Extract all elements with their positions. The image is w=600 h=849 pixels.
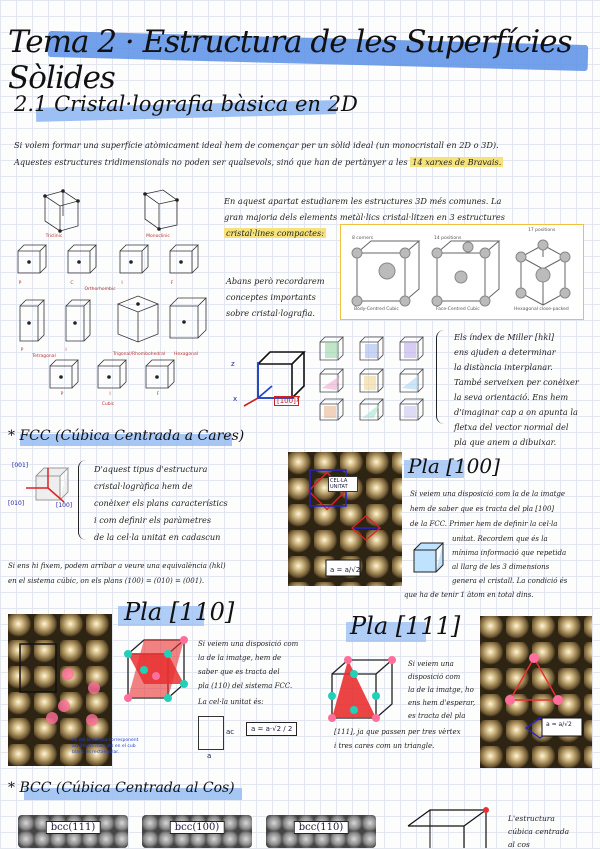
- intro-line-2: Aquestes estructures tridimensionals no poden ser qualsevols, sinó que han de pertànyer a les 14 xarxes de Bravais.: [14, 157, 502, 167]
- bcc100-image: bcc(100): [142, 815, 252, 848]
- fcc-eq2: en el sistema cúbic, on els plans (100) = (010) = (001).: [8, 577, 205, 585]
- bcc-side3: al cos: [508, 840, 530, 849]
- pla100-line4: unitat. Recordem que és la: [452, 535, 548, 543]
- lattice-label: Orthorhombic: [84, 287, 116, 292]
- lattice-label: P: [60, 392, 64, 397]
- pla111-line3: la de la imatge, ho: [408, 686, 474, 694]
- pla110-line3: saber que es tracta del: [198, 668, 280, 676]
- lattice-label: P: [18, 281, 22, 286]
- structure-count: 17 positions: [528, 228, 556, 233]
- pla111-line2: disposició com: [408, 673, 461, 681]
- lattice-label: C: [70, 281, 74, 286]
- lattice-label: I: [121, 281, 123, 286]
- fcc-heading: * FCC (Cúbica Centrada a Cares): [8, 428, 245, 444]
- unit-cell-rect: [198, 716, 224, 750]
- side-label: a: [207, 752, 212, 760]
- pla110-heading: Pla [110]: [124, 598, 235, 626]
- lattice-label: I: [109, 392, 111, 397]
- pla111-formula: a = a/√2: [546, 721, 572, 728]
- pla110-line4: pla (110) del sistema FCC.: [198, 682, 293, 690]
- pla111-line4: ens hem d'esperar,: [408, 699, 476, 707]
- pla100-line2: hem de saber que es tracta del pla [100]: [410, 505, 555, 513]
- fcc-eq1: Si ens hi fixem, podem arribar a veure una equivalència (hkl): [8, 562, 226, 570]
- axis-z-label: z: [231, 360, 235, 368]
- note-3d-line1: En aquest apartat estudiarem les estructures 3D més comunes. La: [224, 196, 502, 206]
- pla110-line1: Si veiem una disposició com: [198, 640, 299, 648]
- miller-line7: fletxa del vector normal del: [454, 422, 569, 432]
- bcc-side2: cúbica centrada: [508, 827, 570, 836]
- miller-line4: També serveixen per conèixer: [454, 377, 579, 387]
- pla100-line3: de la FCC. Primer hem de definir la cel·la: [410, 520, 558, 528]
- miller-line1: Els índex de Miller [hkl]: [454, 332, 555, 342]
- lattice-label: Monoclinic: [146, 234, 170, 239]
- pla111-heading: Pla [111]: [350, 612, 461, 640]
- lattice-label: Cubic: [101, 402, 115, 407]
- lattice-label: I: [65, 348, 67, 353]
- axis-tag: [100]: [56, 502, 73, 509]
- lattice-label: Tetragonal: [32, 354, 56, 359]
- pla100-line7: genera el cristall. La condició és: [452, 577, 568, 585]
- bcc111-image: bcc(111): [18, 815, 128, 848]
- compact-structures-box: [340, 224, 584, 320]
- note-3d-line3: cristal·lines compactes:: [226, 228, 324, 238]
- structure-name: Face-Centred Cubic: [436, 307, 480, 312]
- lattice-label: F: [170, 281, 174, 286]
- fcc-text1: D'aquest tipus d'estructura: [94, 464, 208, 474]
- pla111-note1: [111], ja que passen per tres vèrtex: [334, 728, 461, 736]
- lattice-label: Hexagonal: [174, 352, 198, 357]
- note-3d-line2: gran majoria dels elements metàl·lics cristal·litzen en 3 estructures: [224, 212, 505, 222]
- miller-line5: la seva orientació. Ens hem: [454, 392, 569, 402]
- pla100-cube: [408, 536, 448, 578]
- section-heading: 2.1 Cristal·lografia bàsica en 2D: [14, 92, 358, 116]
- miller-line3: la distància interplanar.: [454, 362, 553, 372]
- bcc-heading: * BCC (Cúbica Centrada al Cos): [8, 780, 235, 796]
- pla111-note2: i tres cares com un triangle.: [334, 742, 435, 750]
- miller-index-tag: [100]: [274, 396, 299, 406]
- fcc111-atoms-image: [480, 616, 592, 768]
- side-label: ac: [226, 728, 235, 736]
- bcc110-image: bcc(110): [266, 815, 376, 848]
- fcc-text5: de la cel·la unitat en cadascun: [94, 532, 221, 542]
- lattice-label: Triclinic: [45, 234, 63, 239]
- miller-line2: ens ajuden a determinar: [454, 347, 556, 357]
- miller-line8: pla que anem a dibuixar.: [454, 437, 557, 447]
- bravais-highlight: 14 xarxes de Bravais.: [412, 157, 502, 167]
- axis-tag: [010]: [8, 500, 25, 507]
- miller-planes-grid: [314, 330, 434, 424]
- lattice-label: Trigonal/Rhombohedral: [112, 352, 166, 357]
- bcc-side1: L'estructura: [508, 814, 555, 823]
- structure-name: Body-Centred Cubic: [354, 307, 399, 312]
- pla111-line5: es tracta del pla: [408, 712, 466, 720]
- recall-line3: sobre cristal·lografia.: [226, 308, 315, 318]
- pla110-line5: La cel·la unitat és:: [198, 698, 264, 706]
- page-title: Tema 2 · Estructura de les Superfícies Sòlides: [8, 24, 592, 78]
- axis-y-label: y: [296, 394, 301, 402]
- fcc-text4: i com definir els paràmetres: [94, 515, 212, 525]
- fcc-text2: cristal·logràfica hem de: [94, 481, 193, 491]
- bcc-cube-sketch: [398, 806, 498, 848]
- fcc110-cube: [114, 630, 194, 720]
- miller-line6: d'imaginar cap a on apunta la: [454, 407, 578, 417]
- structure-count: 14 positions: [434, 236, 462, 241]
- axis-x-label: x: [233, 395, 238, 403]
- bravais-lattices-figure: [10, 186, 210, 411]
- fcc100-formula: a = a/√2: [330, 566, 361, 574]
- pla100-line8: que ha de tenir 1 àtom en total dins.: [404, 591, 534, 599]
- fcc111-cube: [318, 652, 404, 732]
- pla110-line2: la de la imatge, hem de: [198, 654, 282, 662]
- lattice-label: P: [20, 348, 24, 353]
- lattice-label: F: [156, 392, 160, 397]
- recall-line2: conceptes importants: [226, 292, 316, 302]
- pla110-formula: a = a·√2 / 2: [246, 722, 297, 736]
- intro-line-1: Si volem formar una superfície atòmicament ideal hem de començar per un sòlid ideal (un monocristall en 2D o 3D).: [14, 140, 499, 150]
- fcc110-caption: La cel·la del pla corresponent als àtoms marcats en el cub blanc és rectangular.: [72, 738, 139, 755]
- pla100-heading: Pla [100]: [408, 454, 500, 478]
- pla100-line1: Si veiem una disposició com la de la imatge: [410, 490, 566, 498]
- recall-line1: Abans però recordarem: [226, 276, 325, 286]
- pla100-line5: mínima informació que repetida: [452, 549, 567, 557]
- structure-count: 8 corners: [352, 236, 374, 241]
- pla100-line6: al llarg de les 3 dimensions: [452, 563, 550, 571]
- axis-tag: [001]: [12, 462, 29, 469]
- pla111-line1: Si veiem una: [408, 660, 454, 668]
- unit-cell-tag: CEL·LA UNITAT: [328, 476, 358, 492]
- structure-name: Hexagonal close-packed: [514, 307, 569, 312]
- brace: [436, 330, 445, 424]
- fcc-text3: conèixer els plans característics: [94, 498, 228, 508]
